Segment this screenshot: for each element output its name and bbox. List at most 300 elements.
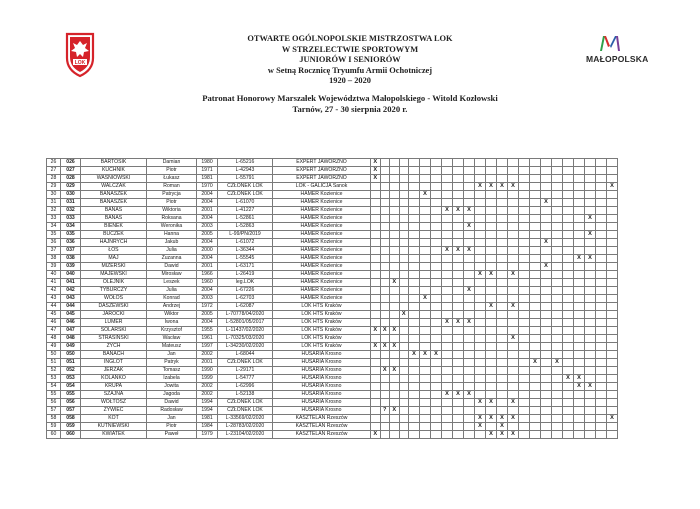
start-number: 053 bbox=[61, 375, 81, 383]
event-mark-cell bbox=[431, 367, 442, 375]
event-mark-cell bbox=[475, 175, 486, 183]
event-mark-cell bbox=[420, 343, 431, 351]
event-mark-cell bbox=[431, 343, 442, 351]
event-mark-cell bbox=[596, 335, 607, 343]
first-name: Jowita bbox=[147, 383, 197, 391]
event-mark-cell bbox=[442, 183, 453, 191]
birth-year: 2001 bbox=[197, 263, 218, 271]
event-mark-cell bbox=[607, 215, 618, 223]
club-name: HAMER Kozienice bbox=[273, 287, 371, 295]
event-mark-cell bbox=[563, 287, 574, 295]
event-mark-cell bbox=[552, 383, 563, 391]
event-mark-cell bbox=[380, 351, 390, 359]
license-number: L-61072 bbox=[218, 239, 273, 247]
event-mark-cell bbox=[563, 311, 574, 319]
start-number: 057 bbox=[61, 407, 81, 415]
event-mark-cell bbox=[574, 279, 585, 287]
event-mark-cell bbox=[563, 391, 574, 399]
event-mark-cell bbox=[486, 167, 497, 175]
surname: MAJEWSKI bbox=[81, 271, 147, 279]
event-mark-cell bbox=[574, 231, 585, 239]
event-mark-cell bbox=[399, 423, 409, 431]
event-mark-cell bbox=[380, 231, 390, 239]
start-number: 027 bbox=[61, 167, 81, 175]
event-mark-cell: X bbox=[508, 415, 519, 423]
event-mark-cell: X bbox=[464, 391, 475, 399]
event-mark-cell: X bbox=[497, 431, 508, 439]
event-mark-cell bbox=[371, 423, 381, 431]
event-mark-cell bbox=[453, 431, 464, 439]
birth-year: 2000 bbox=[197, 247, 218, 255]
event-mark-cell bbox=[431, 271, 442, 279]
event-mark-cell bbox=[563, 263, 574, 271]
event-mark-cell bbox=[552, 271, 563, 279]
event-mark-cell: X bbox=[464, 207, 475, 215]
event-mark-cell bbox=[390, 215, 400, 223]
event-mark-cell: X bbox=[475, 271, 486, 279]
event-mark-cell bbox=[371, 287, 381, 295]
heading-line-2: W STRZELECTWIE SPORTOWYM bbox=[281, 44, 419, 54]
event-mark-cell bbox=[607, 279, 618, 287]
row-lp: 45 bbox=[47, 311, 61, 319]
license-number: L-63171 bbox=[218, 263, 273, 271]
patronage-line: Patronat Honorowy Marszałek Województwa Małopolskiego - Witold Kozłowski bbox=[202, 92, 498, 103]
license-number: L-26419 bbox=[218, 271, 273, 279]
start-number: 045 bbox=[61, 311, 81, 319]
event-mark-cell bbox=[574, 223, 585, 231]
event-mark-cell bbox=[497, 335, 508, 343]
event-mark-cell bbox=[563, 167, 574, 175]
event-mark-cell bbox=[607, 431, 618, 439]
club-name: HAMER Kozienice bbox=[273, 199, 371, 207]
event-mark-cell bbox=[607, 343, 618, 351]
event-mark-cell bbox=[380, 287, 390, 295]
event-mark-cell bbox=[420, 175, 431, 183]
event-mark-cell bbox=[530, 199, 541, 207]
event-mark-cell bbox=[585, 311, 596, 319]
first-name: Iwona bbox=[147, 319, 197, 327]
table-row bbox=[47, 327, 629, 335]
event-mark-cell bbox=[574, 207, 585, 215]
event-mark-cell bbox=[530, 183, 541, 191]
event-mark-cell bbox=[574, 191, 585, 199]
event-mark-cell: X bbox=[541, 239, 552, 247]
event-mark-cell bbox=[442, 383, 453, 391]
surname: ZYCH bbox=[81, 343, 147, 351]
event-mark-cell bbox=[585, 183, 596, 191]
event-mark-cell: X bbox=[453, 207, 464, 215]
event-mark-cell bbox=[380, 311, 390, 319]
event-mark-cell bbox=[442, 271, 453, 279]
event-mark-cell bbox=[552, 199, 563, 207]
event-mark-cell bbox=[574, 199, 585, 207]
club-name: HUSARIA Krosno bbox=[273, 399, 371, 407]
event-mark-cell bbox=[453, 183, 464, 191]
event-mark-cell bbox=[390, 415, 400, 423]
row-lp: 28 bbox=[47, 175, 61, 183]
event-mark-cell bbox=[497, 231, 508, 239]
event-mark-cell bbox=[508, 215, 519, 223]
event-mark-cell bbox=[563, 223, 574, 231]
event-mark-cell bbox=[453, 423, 464, 431]
event-mark-cell bbox=[442, 167, 453, 175]
license-number: L-42943 bbox=[218, 167, 273, 175]
table-row bbox=[47, 215, 629, 223]
event-mark-cell bbox=[464, 271, 475, 279]
event-mark-cell bbox=[442, 231, 453, 239]
event-mark-cell bbox=[420, 327, 431, 335]
event-mark-cell bbox=[464, 231, 475, 239]
event-mark-cell: X bbox=[475, 415, 486, 423]
table-row bbox=[47, 263, 629, 271]
table-row bbox=[47, 183, 629, 191]
event-mark-cell bbox=[519, 359, 530, 367]
event-mark-cell bbox=[453, 167, 464, 175]
start-number: 054 bbox=[61, 383, 81, 391]
event-mark-cell bbox=[585, 287, 596, 295]
event-mark-cell bbox=[541, 255, 552, 263]
event-mark-cell bbox=[453, 223, 464, 231]
event-mark-cell: X bbox=[464, 287, 475, 295]
club-name: KASZTELAN Rzeszów bbox=[273, 423, 371, 431]
club-name: HAMER Kozienice bbox=[273, 191, 371, 199]
license-number: L-65216 bbox=[218, 159, 273, 167]
event-mark-cell bbox=[530, 255, 541, 263]
event-mark-cell bbox=[399, 263, 409, 271]
event-mark-cell bbox=[541, 279, 552, 287]
event-mark-cell bbox=[585, 223, 596, 231]
event-mark-cell bbox=[420, 239, 431, 247]
surname: MIZERSKI bbox=[81, 263, 147, 271]
event-mark-cell bbox=[390, 295, 400, 303]
table-row bbox=[47, 231, 629, 239]
event-mark-cell bbox=[596, 407, 607, 415]
event-mark-cell bbox=[431, 199, 442, 207]
event-mark-cell bbox=[486, 335, 497, 343]
malopolska-logo bbox=[586, 33, 649, 73]
event-mark-cell bbox=[552, 335, 563, 343]
surname: OLEJNIK bbox=[81, 279, 147, 287]
event-mark-cell bbox=[475, 431, 486, 439]
event-mark-cell bbox=[519, 247, 530, 255]
event-mark-cell bbox=[530, 191, 541, 199]
event-mark-cell bbox=[390, 255, 400, 263]
club-name: LOK HTS Kraków bbox=[273, 335, 371, 343]
event-mark-cell bbox=[508, 351, 519, 359]
table-row bbox=[47, 407, 629, 415]
surname: BANAŚ bbox=[81, 215, 147, 223]
birth-year: 1981 bbox=[197, 415, 218, 423]
table-row bbox=[47, 399, 629, 407]
event-mark-cell: X bbox=[453, 319, 464, 327]
event-mark-cell bbox=[464, 295, 475, 303]
event-mark-cell bbox=[552, 191, 563, 199]
event-mark-cell: X bbox=[371, 167, 381, 175]
event-mark-cell bbox=[563, 199, 574, 207]
event-mark-cell bbox=[442, 399, 453, 407]
event-mark-cell bbox=[596, 399, 607, 407]
event-mark-cell bbox=[453, 191, 464, 199]
license-number: L-33569/02/2020 bbox=[218, 415, 273, 423]
event-mark-cell bbox=[552, 415, 563, 423]
event-mark-cell bbox=[596, 167, 607, 175]
event-mark-cell bbox=[519, 399, 530, 407]
event-mark-cell bbox=[371, 231, 381, 239]
event-mark-cell: X bbox=[541, 199, 552, 207]
birth-year: 2004 bbox=[197, 287, 218, 295]
event-mark-cell bbox=[497, 407, 508, 415]
start-number: 034 bbox=[61, 223, 81, 231]
license-number: L-52863 bbox=[218, 223, 273, 231]
event-mark-cell bbox=[390, 311, 400, 319]
event-mark-cell bbox=[607, 231, 618, 239]
event-mark-cell bbox=[399, 159, 409, 167]
event-mark-cell bbox=[552, 295, 563, 303]
event-mark-cell bbox=[453, 175, 464, 183]
event-mark-cell bbox=[519, 415, 530, 423]
event-mark-cell bbox=[453, 351, 464, 359]
event-mark-cell bbox=[508, 239, 519, 247]
event-mark-cell bbox=[380, 415, 390, 423]
event-mark-cell bbox=[464, 311, 475, 319]
event-mark-cell bbox=[563, 239, 574, 247]
event-mark-cell bbox=[563, 351, 574, 359]
event-mark-cell bbox=[409, 207, 420, 215]
birth-year: 1970 bbox=[197, 183, 218, 191]
event-mark-cell bbox=[541, 351, 552, 359]
event-mark-cell bbox=[380, 303, 390, 311]
table-row bbox=[47, 319, 629, 327]
event-mark-cell bbox=[508, 367, 519, 375]
event-mark-cell bbox=[574, 263, 585, 271]
event-mark-cell bbox=[607, 175, 618, 183]
event-mark-cell bbox=[409, 407, 420, 415]
event-mark-cell: X bbox=[453, 247, 464, 255]
event-mark-cell bbox=[442, 199, 453, 207]
event-mark-cell bbox=[519, 279, 530, 287]
event-mark-cell bbox=[596, 175, 607, 183]
event-mark-cell bbox=[453, 287, 464, 295]
event-mark-cell bbox=[442, 375, 453, 383]
start-number: 035 bbox=[61, 231, 81, 239]
event-mark-cell bbox=[453, 215, 464, 223]
event-mark-cell bbox=[508, 207, 519, 215]
event-mark-cell: X bbox=[371, 431, 381, 439]
event-mark-cell bbox=[508, 167, 519, 175]
event-mark-cell bbox=[585, 207, 596, 215]
event-mark-cell bbox=[442, 303, 453, 311]
event-mark-cell bbox=[390, 159, 400, 167]
event-mark-cell bbox=[541, 383, 552, 391]
event-mark-cell bbox=[574, 303, 585, 311]
event-mark-cell bbox=[574, 319, 585, 327]
event-mark-cell bbox=[390, 207, 400, 215]
event-mark-cell bbox=[475, 223, 486, 231]
birth-year: 2004 bbox=[197, 255, 218, 263]
surname: BARTOSIK bbox=[81, 159, 147, 167]
table-row bbox=[47, 423, 629, 431]
event-mark-cell bbox=[371, 239, 381, 247]
event-mark-cell bbox=[585, 303, 596, 311]
event-mark-cell bbox=[519, 375, 530, 383]
event-mark-cell bbox=[563, 407, 574, 415]
license-number: L-62087 bbox=[218, 303, 273, 311]
event-mark-cell bbox=[453, 303, 464, 311]
event-mark-cell bbox=[585, 327, 596, 335]
event-mark-cell bbox=[464, 159, 475, 167]
event-mark-cell bbox=[519, 263, 530, 271]
event-mark-cell bbox=[541, 335, 552, 343]
event-mark-cell bbox=[399, 183, 409, 191]
event-mark-cell: X bbox=[508, 183, 519, 191]
event-mark-cell bbox=[530, 223, 541, 231]
event-mark-cell: X bbox=[574, 383, 585, 391]
event-mark-cell bbox=[442, 359, 453, 367]
event-mark-cell bbox=[552, 367, 563, 375]
event-mark-cell bbox=[530, 167, 541, 175]
event-mark-cell bbox=[390, 183, 400, 191]
event-mark-cell bbox=[442, 191, 453, 199]
event-mark-cell bbox=[585, 247, 596, 255]
event-mark-cell bbox=[380, 319, 390, 327]
event-mark-cell: ? bbox=[380, 407, 390, 415]
event-mark-cell bbox=[420, 415, 431, 423]
event-mark-cell bbox=[453, 271, 464, 279]
event-mark-cell: X bbox=[371, 175, 381, 183]
event-mark-cell bbox=[519, 175, 530, 183]
event-mark-cell bbox=[563, 175, 574, 183]
start-number: 039 bbox=[61, 263, 81, 271]
event-mark-cell bbox=[585, 415, 596, 423]
event-mark-cell bbox=[431, 263, 442, 271]
event-mark-cell bbox=[519, 167, 530, 175]
event-mark-cell bbox=[431, 431, 442, 439]
table-row bbox=[47, 247, 629, 255]
event-mark-cell bbox=[530, 159, 541, 167]
table-row bbox=[47, 431, 629, 439]
table-row bbox=[47, 175, 629, 183]
event-mark-cell bbox=[453, 375, 464, 383]
row-lp: 51 bbox=[47, 359, 61, 367]
row-lp: 47 bbox=[47, 327, 61, 335]
birth-year: 2003 bbox=[197, 223, 218, 231]
event-mark-cell: X bbox=[464, 319, 475, 327]
event-mark-cell bbox=[497, 399, 508, 407]
event-mark-cell bbox=[574, 183, 585, 191]
row-lp: 56 bbox=[47, 399, 61, 407]
event-mark-cell bbox=[399, 343, 409, 351]
event-mark-cell bbox=[420, 335, 431, 343]
license-number: L-62703 bbox=[218, 295, 273, 303]
event-mark-cell bbox=[497, 375, 508, 383]
event-mark-cell bbox=[574, 343, 585, 351]
event-mark-cell bbox=[409, 199, 420, 207]
event-mark-cell bbox=[585, 343, 596, 351]
event-mark-cell bbox=[420, 271, 431, 279]
event-mark-cell bbox=[497, 383, 508, 391]
event-mark-cell bbox=[508, 287, 519, 295]
event-mark-cell bbox=[585, 359, 596, 367]
event-mark-cell bbox=[409, 263, 420, 271]
row-lp: 38 bbox=[47, 255, 61, 263]
event-mark-cell bbox=[541, 327, 552, 335]
event-mark-cell bbox=[390, 351, 400, 359]
birth-year: 2001 bbox=[197, 207, 218, 215]
event-mark-cell bbox=[464, 175, 475, 183]
event-mark-cell bbox=[464, 431, 475, 439]
event-mark-cell bbox=[399, 199, 409, 207]
event-mark-cell bbox=[464, 375, 475, 383]
event-mark-cell bbox=[380, 183, 390, 191]
event-mark-cell bbox=[390, 231, 400, 239]
first-name: Hanna bbox=[147, 231, 197, 239]
surname: BIENEK bbox=[81, 223, 147, 231]
first-name: Dawid bbox=[147, 263, 197, 271]
table-row bbox=[47, 191, 629, 199]
club-name: HUSARIA Krosno bbox=[273, 407, 371, 415]
row-lp: 55 bbox=[47, 391, 61, 399]
license-number: L-52801/05/2017 bbox=[218, 319, 273, 327]
event-mark-cell: X bbox=[431, 351, 442, 359]
event-mark-cell: X bbox=[420, 351, 431, 359]
event-mark-cell bbox=[464, 215, 475, 223]
surname: JERZAK bbox=[81, 367, 147, 375]
event-mark-cell bbox=[371, 383, 381, 391]
participants-table bbox=[46, 158, 629, 439]
event-mark-cell bbox=[607, 335, 618, 343]
event-mark-cell bbox=[574, 359, 585, 367]
event-mark-cell bbox=[399, 407, 409, 415]
event-mark-cell bbox=[380, 391, 390, 399]
event-mark-cell bbox=[519, 271, 530, 279]
club-name: HUSARIA Krosno bbox=[273, 375, 371, 383]
event-mark-cell bbox=[486, 287, 497, 295]
event-dates: Tarnów, 27 - 30 sierpnia 2020 r. bbox=[292, 103, 408, 114]
first-name: Mateusz bbox=[147, 343, 197, 351]
event-mark-cell bbox=[596, 383, 607, 391]
event-mark-cell bbox=[464, 183, 475, 191]
event-mark-cell bbox=[409, 167, 420, 175]
club-name: HAMER Kozienice bbox=[273, 255, 371, 263]
event-mark-cell: X bbox=[508, 303, 519, 311]
event-mark-cell bbox=[596, 375, 607, 383]
event-mark-cell bbox=[607, 167, 618, 175]
start-number: 028 bbox=[61, 175, 81, 183]
surname: BANASZEK bbox=[81, 191, 147, 199]
event-mark-cell bbox=[541, 215, 552, 223]
event-mark-cell bbox=[380, 159, 390, 167]
event-mark-cell bbox=[596, 239, 607, 247]
event-mark-cell bbox=[431, 183, 442, 191]
event-mark-cell bbox=[380, 247, 390, 255]
event-mark-cell bbox=[563, 303, 574, 311]
event-mark-cell bbox=[442, 311, 453, 319]
club-name: LOK HTS Kraków bbox=[273, 343, 371, 351]
event-mark-cell bbox=[596, 327, 607, 335]
event-mark-cell bbox=[607, 239, 618, 247]
event-mark-cell bbox=[585, 239, 596, 247]
event-mark-cell bbox=[420, 223, 431, 231]
birth-year: 2002 bbox=[197, 383, 218, 391]
start-number: 048 bbox=[61, 335, 81, 343]
event-mark-cell bbox=[464, 239, 475, 247]
row-lp: 31 bbox=[47, 199, 61, 207]
row-lp: 41 bbox=[47, 279, 61, 287]
event-mark-cell bbox=[519, 255, 530, 263]
event-mark-cell bbox=[399, 335, 409, 343]
license-number: CZŁONEK LOK bbox=[218, 359, 273, 367]
event-mark-cell bbox=[390, 391, 400, 399]
